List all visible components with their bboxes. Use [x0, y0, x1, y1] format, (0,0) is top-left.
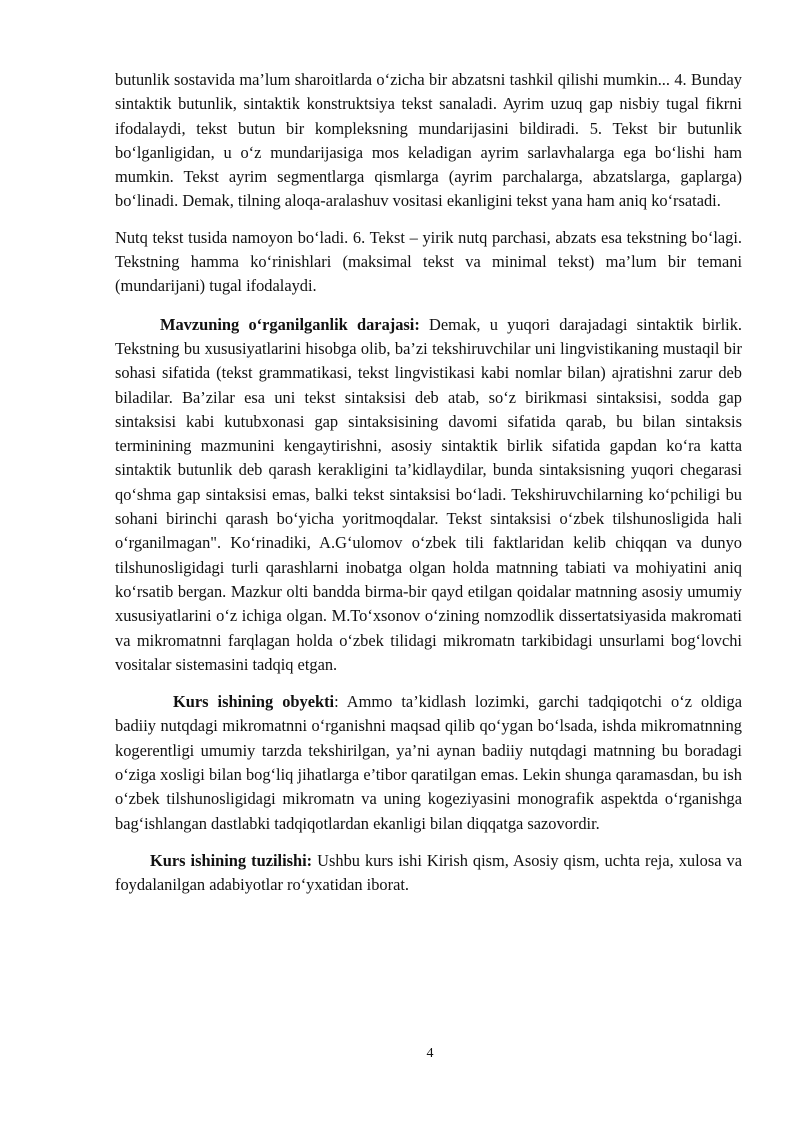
- paragraph-object: [115, 690, 742, 836]
- heading-study-level: Mavzuning o‘rganilganlik darajasi:: [160, 314, 420, 334]
- paragraph-text-speech: Nutq tekst tusida namoyon bo‘ladi. 6. Tekst – yirik nutq parchasi, abzats esa tekstning bo‘lagi. Tekstning hamma ko‘rinishlari (maksimal tekst va minimal tekst) ma’lum bir temani (mundarijani) tugal ifodalaydi.: [115, 227, 742, 296]
- body-study-level: Demak, u yuqori darajadagi sintaktik birlik. Tekstning bu xususiyatlarini hisobga olib, ba’zi tekshiruvchilar uni lingvistikaning mustaqil bir sohasi sifatida (tekst grammatikasi, tekst lingvistikasi kabi nomlar bilan) ajratishni zarur deb biladilar. Ba’zilar esa uni tekst sintaksisi deb atab, so‘z birikmasi sintaksisi, sodda gap sintaksisi kabi kutubxonasi gap sintaksisining davomi sifatida qarab, bu bilan sintaksis terminining mazmunini kengaytirishni, asosiy sintaktik birlik sifatida gapdan ko‘ra katta sintaktik butunlik deb qarash kerakligini ta’kidlaydilar, bunda sintaksisning yuqori chegarasi qo‘shma gap sintaksisi emas, balki tekst sintaksisi bo‘ladi. Tekshiruvchilarning ko‘pchiligi bu sohani birinchi qarash bo‘yicha yoritmoqdalar. Tekst sintaksisi o‘zbek tilshunosligida hali o‘rganilmagan". Ko‘rinadiki, A.G‘ulomov o‘zbek tili faktlaridan kelib chiqqan va dunyo tilshunosligidagi turli qarashlarni inobatga olgan holda matnning tabiati va mohiyatini aniq ko‘rsatib bergan. Mazkur olti bandda birma-bir qayd etilgan qoidalar matnning asosiy umumiy xususiyatlarini o‘z ichiga olgan. M.To‘xsonov o‘zining nomzodlik dissertatsiyasida makromati va mikromatnni farqlagan holda o‘zbek tilidagi mikromatn tarkibidagi unsurlami bog‘lovchi vositalar sistemasini tadqiq etgan.: [115, 314, 742, 674]
- body-object: : Ammo ta’kidlash lozimki, garchi tadqiqotchi o‘z oldiga badiiy nutqdagi mikromatnni o‘rganishni maqsad qilib qo‘ygan bo‘lsada, ishda mikromatnning kogerentligi umumiy tarzda tekshirilgan, ya’ni aynan badiiy nutqdagi matnning bu boradagi o‘ziga xosligi bilan bog‘liq jihatlarga e’tibor qaratilgan emas. Lekin shunga qaramasdan, bu ish o‘zbek tilshunosligidagi mikromatn va uning kogeziyasini monografik aspektda o‘rganishga bag‘ishlangan dastlabki tadqiqotlardan ekanligi bilan diqqatga sazovordir.: [115, 692, 742, 833]
- page-number: 4: [426, 1046, 434, 1061]
- heading-object: Kurs ishining obyekti: [173, 692, 335, 712]
- body-structure: Ushbu kurs ishi Kirish qism, Asosiy qism, uchta reja, xulosa va foydalanilgan adabiyotlar ro‘yxatidan iborat.: [115, 850, 742, 895]
- heading-structure: Kurs ishining tuzilishi:: [150, 850, 313, 870]
- paragraph-continuation: butunlik sostavida ma’lum sharoitlarda o‘zicha bir abzatsni tashkil qilishi mumkin... 4. Bunday sintaktik butunlik, sintaktik konstruktsiya tekst sanaladi. Ayrim uzuq gap nisbiy tugal fikrni ifodalaydi, tekst butun bir kompleksning mundarijasini bildiradi. 5. Tekst bir butunlik bo‘lganligidan, u o‘z mundarijasiga mos keladigan ayrim sarlavhalarga ega bo‘lishi ham mumkin. Tekst ayrim segmentlarga qismlarga (ayrim parchalarga, abzatslarga, gaplarga) bo‘linadi. Demak, tilning aloqa-aralashuv vositasi ekanligini tekst yana ham aniq ko‘rsatadi.: [115, 70, 742, 211]
- paragraph-study-level: [115, 313, 742, 677]
- paragraph-structure: [115, 849, 742, 898]
